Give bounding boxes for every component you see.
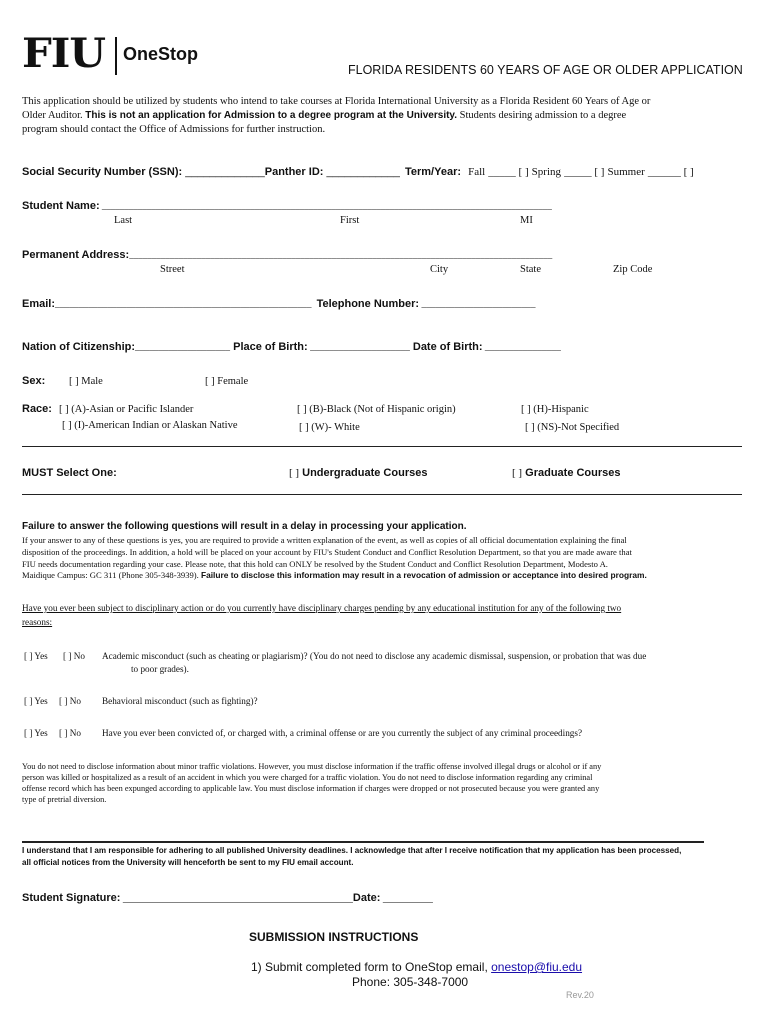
traffic-note-3: offense record which has been expunged according to applicable law. You must disclose information if charges were dropped or not prosecuted because you were granted any — [22, 784, 600, 793]
sex-male-checkbox[interactable]: [ ] Male — [69, 376, 103, 387]
name-last-caption: Last — [114, 215, 133, 226]
panther-id-label: Panther ID: — [264, 166, 324, 178]
q1-no-checkbox[interactable]: [ ] No — [63, 651, 85, 661]
dob-label: Date of Birth: — [412, 341, 483, 353]
q2-yes-checkbox[interactable]: [ ] Yes — [24, 696, 48, 706]
signature-label: Student Signature: — [22, 892, 121, 904]
ssn-field[interactable]: _____________ — [182, 166, 265, 178]
address-field[interactable]: ______________________________________________________________________________________________ — [129, 250, 553, 260]
q3-yes-checkbox[interactable]: [ ] Yes — [24, 728, 48, 738]
address-label: Permanent Address: — [22, 249, 130, 261]
traffic-note-2: person was killed or hospitalized as a result of an accident in which you were charged for a traffic violation. You do not need to disclose information regarding any criminal — [22, 773, 593, 782]
intro-continue: Students desiring admission to a degree — [457, 110, 627, 121]
race-asian-checkbox[interactable]: [ ] (A)-Asian or Pacific Islander — [59, 404, 194, 415]
disclosure-warning: Failure to disclose this information may result in a revocation of admission or acceptance into desired program. — [200, 570, 647, 580]
race-native-checkbox[interactable]: [ ] (I)-American Indian or Alaskan Native — [62, 420, 238, 431]
address-street-caption: Street — [160, 264, 185, 275]
race-hispanic-checkbox[interactable]: [ ] (H)-Hispanic — [521, 404, 589, 415]
disclosure-text-1: If your answer to any of these questions is yes, you are required to provide a written explanation of the event, as well as copies of all official documentation explaining the final — [22, 535, 627, 545]
email-phone-row — [22, 298, 535, 310]
intro-auditor: Older Auditor. — [22, 110, 86, 121]
q2-no-checkbox[interactable]: [ ] No — [59, 696, 81, 706]
date-field[interactable]: __________ — [380, 893, 433, 904]
undergraduate-checkbox[interactable]: [ ] — [289, 467, 300, 479]
submission-step-text: 1) Submit completed form to OneStop email, — [251, 960, 492, 974]
email-field[interactable]: ______________________________________________________ — [55, 300, 312, 310]
address-row — [22, 249, 552, 261]
name-mi-caption: MI — [520, 215, 533, 226]
section-divider — [22, 446, 742, 447]
question-intro-1: Have you ever been subject to disciplinary action or do you currently have disciplinary charges pending by any educational institution for any of the following two — [22, 603, 622, 613]
disclosure-text-4 — [22, 570, 647, 580]
q2-text: Behavioral misconduct (such as fighting)? — [102, 696, 258, 706]
sex-female-checkbox[interactable]: [ ] Female — [205, 376, 249, 387]
student-name-field[interactable]: ____________________________________________________________________________________________________ — [99, 201, 552, 211]
date-label: Date: — [352, 892, 381, 904]
graduate-option[interactable] — [512, 467, 621, 479]
term-summer-label: Summer — [607, 166, 645, 178]
race-label: Race: — [22, 403, 52, 415]
disclosure-text-3: FIU needs documentation regarding your case. Please note, that this hold can ONLY be resolved by the Student Conduct and Conflict Resolution Department, Modesto A. — [22, 559, 608, 569]
citizenship-row — [22, 341, 561, 353]
race-white-checkbox[interactable]: [ ] (W)- White — [299, 422, 360, 433]
term-summer-checkbox[interactable]: ______ [ ] — [647, 166, 694, 178]
form-title: FLORIDA RESIDENTS 60 YEARS OF AGE OR OLDER APPLICATION — [348, 63, 743, 77]
intro-line-1: This application should be utilized by students who intend to take courses at Florida International University as a Florida Resident 60 Years of Age or — [22, 96, 651, 107]
birthplace-label: Place of Birth: — [233, 341, 308, 353]
student-name-row — [22, 200, 552, 212]
intro-warning: This is not an application for Admission to a degree program at the University. — [85, 110, 458, 121]
submission-heading: SUBMISSION INSTRUCTIONS — [249, 930, 419, 944]
undergraduate-option[interactable] — [289, 467, 427, 479]
ssn-label: Social Security Number (SSN): — [22, 166, 183, 178]
sex-label: Sex: — [22, 375, 46, 387]
onestop-email-link[interactable]: onestop@fiu.edu — [491, 960, 583, 974]
telephone-label: Telephone Number: — [316, 298, 420, 310]
term-spring-checkbox[interactable]: _____ [ ] — [564, 166, 605, 178]
q1-text-2: to poor grades). — [131, 664, 189, 674]
traffic-note-1: You do not need to disclose information about minor traffic violations. However, you must disclose information if the traffic offense involved illegal drugs or alcohol or if any — [22, 762, 602, 771]
question-intro-2: reasons: — [22, 617, 53, 627]
q3-text: Have you ever been convicted of, or charged with, a criminal offense or are you currently the subject of any criminal proceedings? — [102, 728, 583, 738]
submission-phone: Phone: 305-348-7000 — [352, 975, 469, 989]
traffic-note-4: type of pretrial diversion. — [22, 795, 107, 804]
term-spring-label: Spring — [531, 166, 562, 178]
citizenship-field[interactable]: ____________________ — [135, 343, 231, 353]
acknowledgement-1: I understand that I am responsible for adhering to all published University deadlines. I acknowledge that after I receive notification that my application has been processed, — [22, 846, 682, 855]
graduate-label: Graduate Courses — [525, 467, 621, 479]
q3-no-checkbox[interactable]: [ ] No — [59, 728, 81, 738]
disclosure-text-2: disposition of the proceedings. In addition, a hold will be placed on your account by FIU's Student Conduct and Conflict Resolution Department, so that you are made aware that — [22, 547, 632, 557]
revision-label: Rev.20 — [566, 990, 594, 1000]
undergraduate-label: Undergraduate Courses — [302, 467, 428, 479]
must-select-label: MUST Select One: — [22, 467, 117, 479]
address-zip-caption: Zip Code — [613, 264, 653, 275]
telephone-field[interactable]: ________________________ — [419, 300, 536, 310]
section-divider-2 — [22, 494, 742, 495]
term-fall-label: Fall — [468, 166, 486, 178]
citizenship-label: Nation of Citizenship: — [22, 341, 136, 353]
onestop-brand: OneStop — [123, 44, 198, 64]
fiu-logo: FIU — [22, 30, 105, 77]
intro-line-3: program should contact the Office of Admissions for further instruction. — [22, 124, 326, 135]
address-city-caption: City — [430, 264, 449, 275]
disclosure-campus: Maidique Campus: GC 311 (Phone 305-348-3939). — [22, 570, 201, 580]
disclosure-heading: Failure to answer the following questions will result in a delay in processing your application. — [22, 521, 467, 532]
address-state-caption: State — [520, 264, 541, 275]
intro-line-2 — [22, 110, 626, 121]
logo-divider — [115, 37, 117, 75]
signature-row — [22, 892, 433, 904]
q1-yes-checkbox[interactable]: [ ] Yes — [24, 651, 48, 661]
term-label: Term/Year: — [404, 166, 462, 178]
acknowledgement-rule — [22, 841, 704, 843]
graduate-checkbox[interactable]: [ ] — [512, 467, 523, 479]
dob-field[interactable]: ________________ — [482, 343, 561, 353]
birthplace-field[interactable]: _____________________ — [307, 343, 410, 353]
signature-field[interactable]: ______________________________________________ — [120, 893, 353, 904]
acknowledgement-2: all official notices from the University will henceforth be sent to my FIU email account. — [22, 858, 354, 867]
race-not-specified-checkbox[interactable]: [ ] (NS)-Not Specified — [525, 422, 620, 433]
panther-id-field[interactable]: ____________ — [323, 166, 400, 178]
submission-step-1 — [251, 960, 582, 974]
term-fall-checkbox[interactable]: _____ [ ] — [488, 166, 529, 178]
name-first-caption: First — [340, 215, 360, 226]
email-label: Email: — [22, 298, 56, 310]
student-name-label: Student Name: — [22, 200, 100, 212]
ssn-row — [22, 166, 694, 178]
race-black-checkbox[interactable]: [ ] (B)-Black (Not of Hispanic origin) — [297, 404, 456, 415]
q1-text-1: Academic misconduct (such as cheating or plagiarism)? (You do not need to disclose any academic dismissal, suspension, or probation that was due — [102, 651, 647, 661]
